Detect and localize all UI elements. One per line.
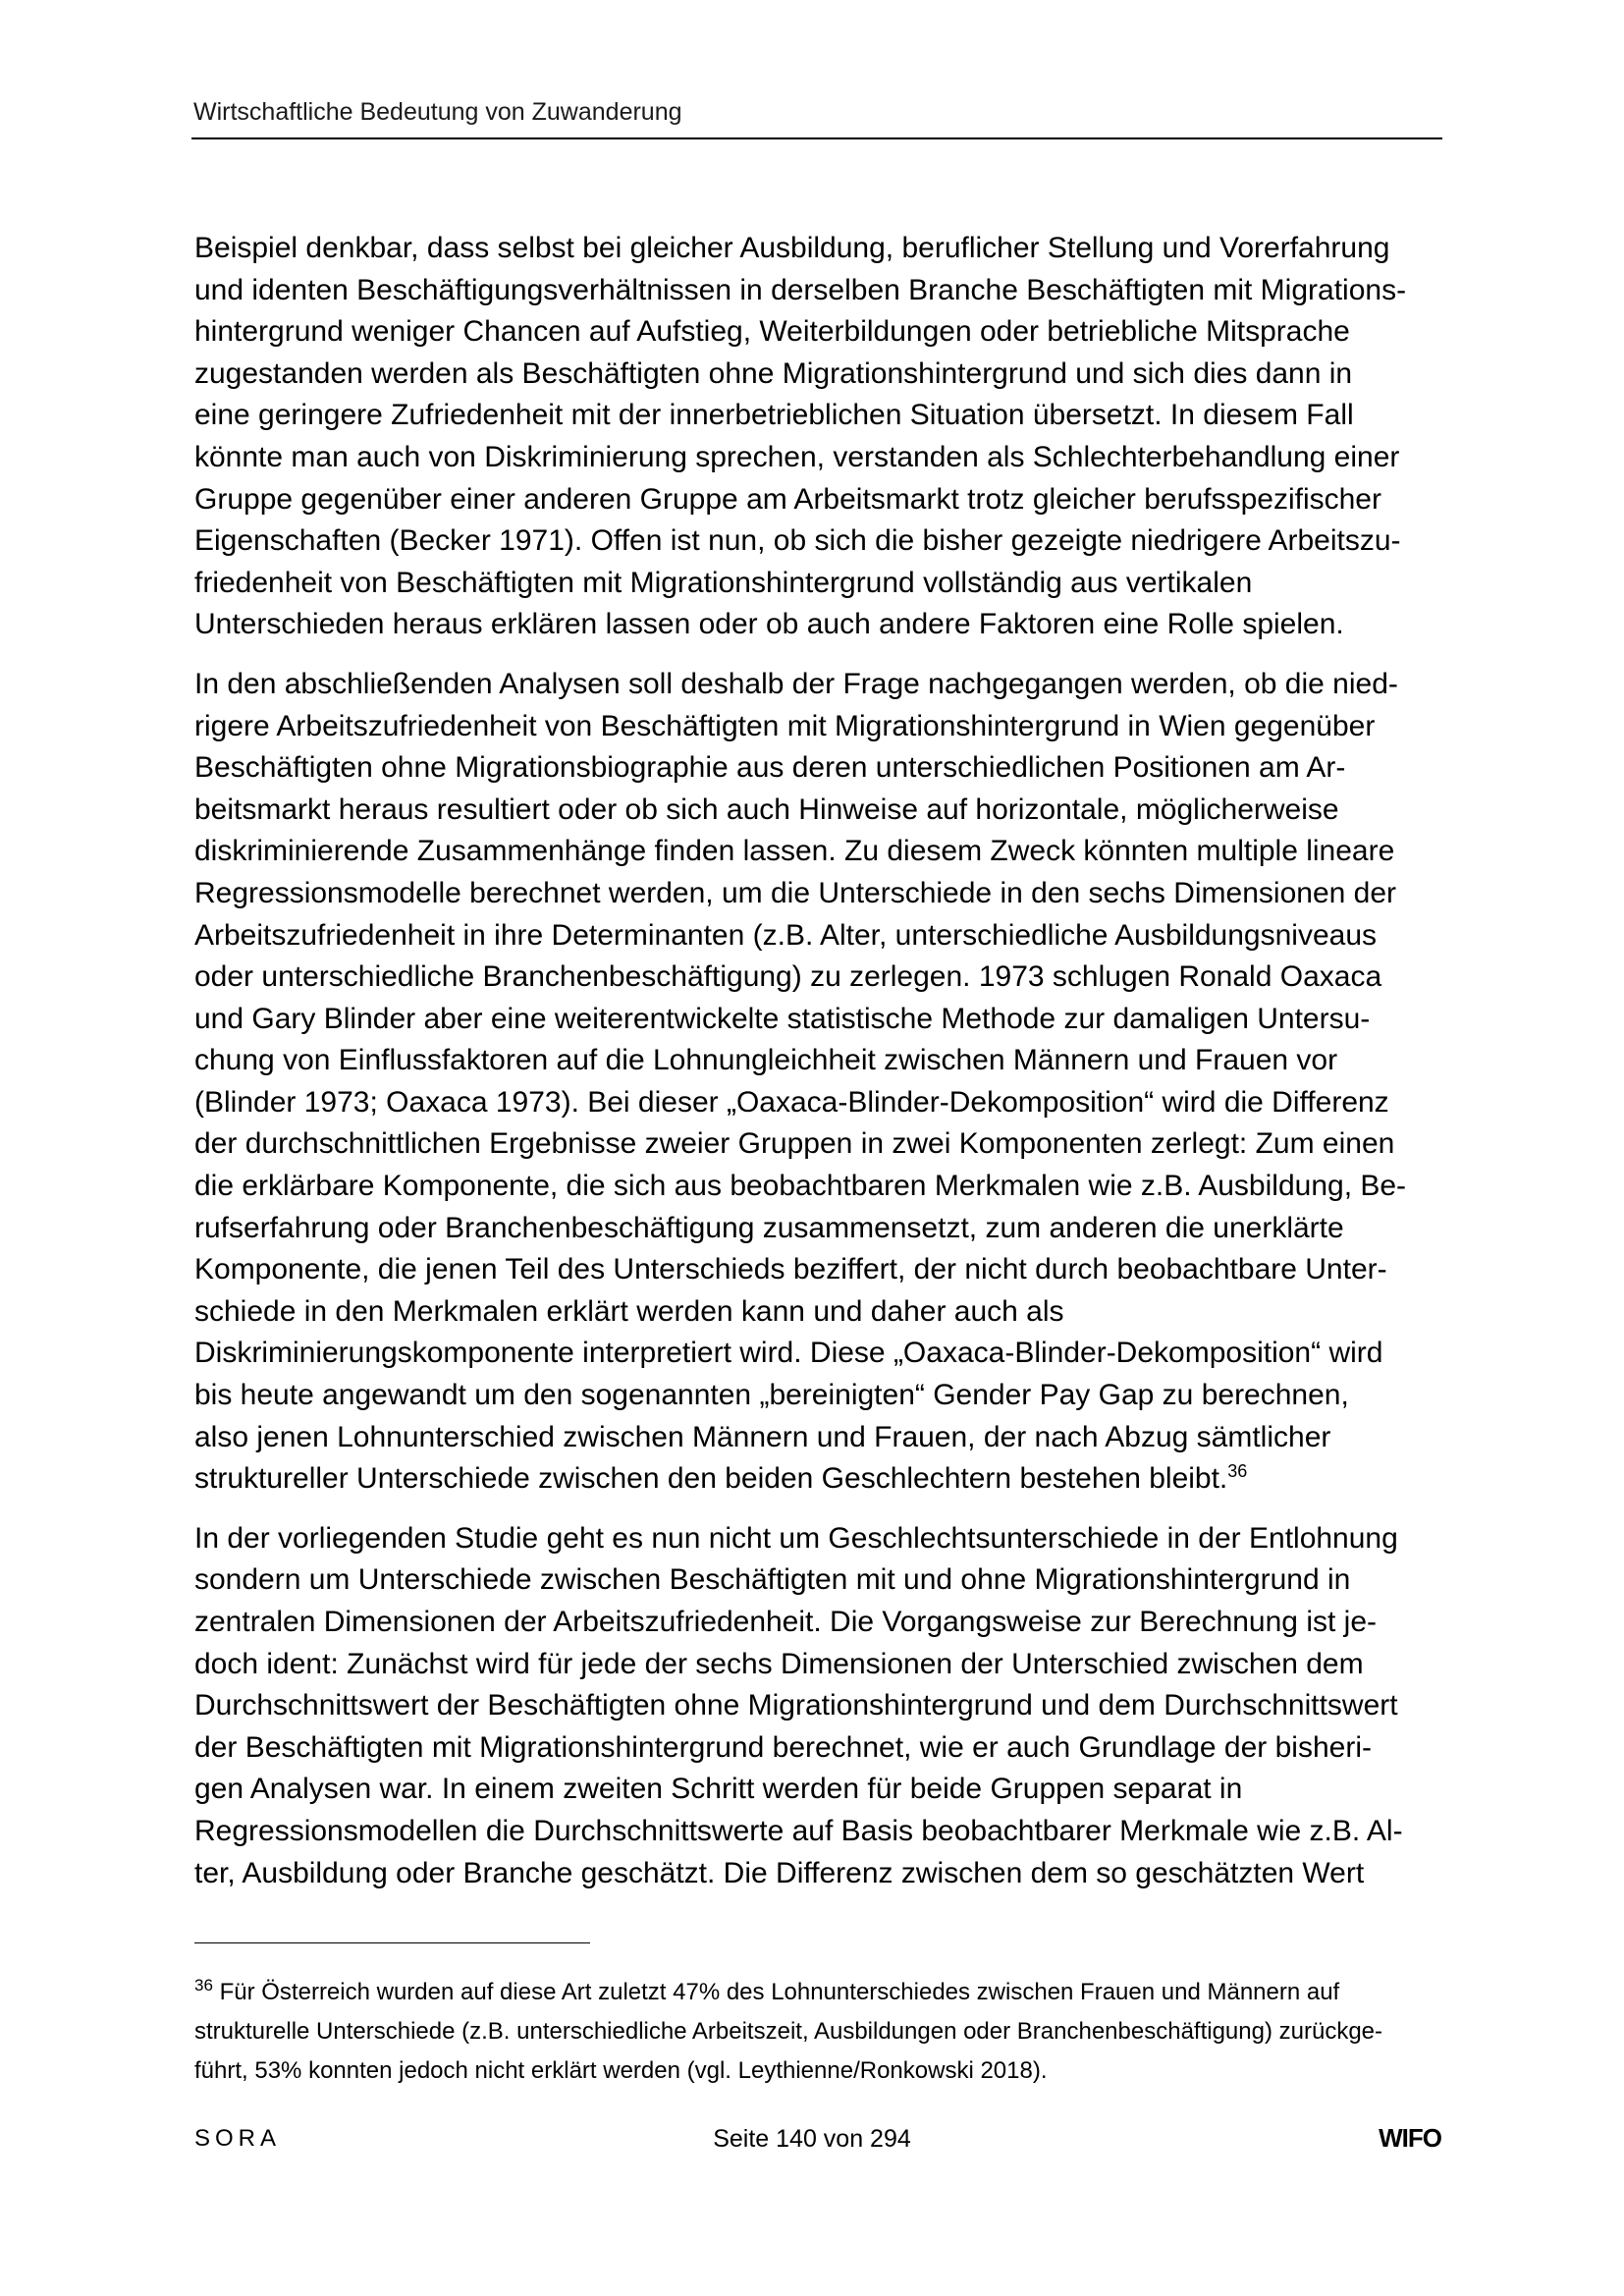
footnote-separator <box>194 1942 590 1943</box>
body-paragraph-3 <box>194 1518 1438 1894</box>
body-paragraph-1 <box>194 228 1438 646</box>
footnote-reference[interactable]: 36 <box>1227 1461 1248 1482</box>
footnote <box>194 1973 1438 2091</box>
page-header <box>191 96 1442 139</box>
body-paragraph-2 <box>194 664 1438 1501</box>
main-text <box>194 228 1438 1912</box>
page-number: Seite 140 von 294 <box>713 2125 911 2153</box>
wifo-logo: WIFO <box>1379 2123 1441 2153</box>
footnote-text: Für Österreich wurden auf diese Art zuletzt 47% des Lohnunterschiedes zwischen Frauen und Männern auf strukturelle Unterschiede (z.B. unterschiedliche Arbeitszeit, Ausbildungen oder Branchenbeschäftigung) zurückge- führt, 53% konnten jedoch nicht erklärt werden (vgl. Leythienne/Ronkowski 2018). <box>194 1979 1383 2084</box>
paragraph-text: In den abschließenden Analysen soll deshalb der Frage nachgegangen werden, ob die nied- rigere Arbeitszufriedenheit von Beschäftigten mit Migrationshintergrund in Wien gegenüber Beschäftigten ohne Migrationsbiographie aus deren unterschiedlichen Positionen am Ar- beitsmarkt heraus resultiert oder ob sich auch Hinweise auf horizontale, möglicherweise diskriminierende Zusammenhänge finden lassen. Zu diesem Zweck könnten multiple lineare Regressionsmodelle berechnet werden, um die Unterschiede in den sechs Dimensionen der Arbeitszufriedenheit in ihre Determinanten (z.B. Alter, unterschiedliche Ausbildungsniveaus oder unterschiedliche Branchenbeschäftigung) zu zerlegen. 1973 schlugen Ronald Oaxaca und Gary Blinder aber eine weiterentwickelte statistische Methode zur damaligen Untersu- chung von Einflussfaktoren auf die Lohnungleichheit zwischen Männern und Frauen vor (Blinder 1973; Oaxaca 1973). Bei dieser „Oaxaca-Blinder-Dekomposition“ wird die Differenz der durchschnittlichen Ergebnisse zweier Gruppen in zwei Komponenten zerlegt: Zum einen die erklärbare Komponente, die sich aus beobachtbaren Merkmalen wie z.B. Ausbildung, Be- rufserfahrung oder Branchenbeschäftigung zusammensetzt, zum anderen die unerklärte Komponente, die jenen Teil des Unterschieds beziffert, der nicht durch beobachtbare Unter- schiede in den Merkmalen erklärt werden kann und daher auch als Diskriminierungskomponente interpretiert wird. Diese „Oaxaca-Blinder-Dekomposition“ wird bis heute angewandt um den sogenannten „bereinigten“ Gender Pay Gap zu berechnen, also jenen Lohnunterschied zwischen Männern und Frauen, der nach Abzug sämtlicher struktureller Unterschiede zwischen den beiden Geschlechtern bestehen bleibt. <box>194 667 1407 1496</box>
header-title: Wirtschaftliche Bedeutung von Zuwanderung <box>193 98 682 126</box>
sora-logo: SORA <box>194 2125 282 2152</box>
footnote-number: 36 <box>194 1976 213 1995</box>
paragraph-text: Beispiel denkbar, dass selbst bei gleicher Ausbildung, beruflicher Stellung und Vorerfahrung und identen Beschäftigungsverhältnissen in derselben Branche Beschäftigten mit Migrations- hintergrund weniger Chancen auf Aufstieg, Weiterbildungen oder betriebliche Mitsprache zugestanden werden als Beschäftigten ohne Migrationshintergrund und sich dies dann in eine geringere Zufriedenheit mit der innerbetrieblichen Situation übersetzt. In diesem Fall könnte man auch von Diskriminierung sprechen, verstanden als Schlechterbehandlung einer Gruppe gegenüber einer anderen Gruppe am Arbeitsmarkt trotz gleicher berufsspezifischer Eigenschaften (Becker 1971). Offen ist nun, ob sich die bisher gezeigte niedrigere Arbeitszu- friedenheit von Beschäftigten mit Migrationshintergrund vollständig aus vertikalen Unterschieden heraus erklären lassen oder ob auch andere Faktoren eine Rolle spielen. <box>194 232 1407 641</box>
paragraph-text: In der vorliegenden Studie geht es nun nicht um Geschlechtsunterschiede in der Entlohnung sondern um Unterschiede zwischen Beschäftigten mit und ohne Migrationshintergrund in zentralen Dimensionen der Arbeitszufriedenheit. Die Vorgangsweise zur Berechnung ist je- doch ident: Zunächst wird für jede der sechs Dimensionen der Unterschied zwischen dem Durchschnittswert der Beschäftigten ohne Migrationshintergrund und dem Durchschnittswert der Beschäftigten mit Migrationshintergrund berechnet, wie er auch Grundlage der bisheri- gen Analysen war. In einem zweiten Schritt werden für beide Gruppen separat in Regressionsmodellen die Durchschnittswerte auf Basis beobachtbarer Merkmale wie z.B. Al- ter, Ausbildung oder Branche geschätzt. Die Differenz zwischen dem so geschätzten Wert <box>194 1521 1403 1889</box>
